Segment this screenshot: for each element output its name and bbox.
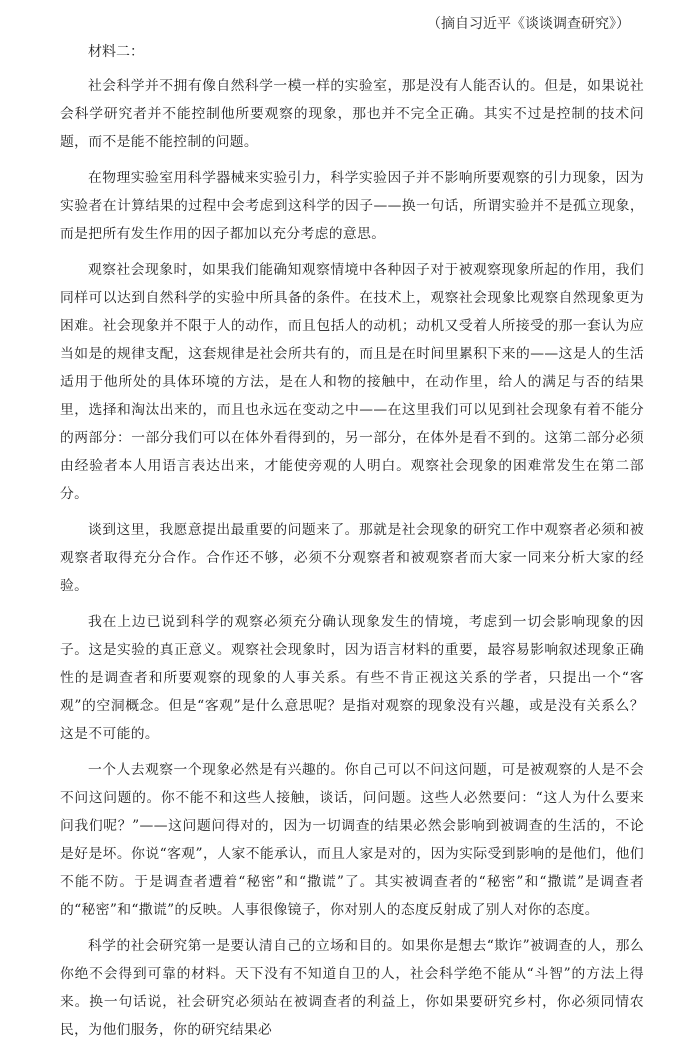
- paragraph-3: 观察社会现象时，如果我们能确知观察情境中各种因子对于被观察现象所起的作用，我们同样可以达到自然科学的实验中所具备的条件。在技术上，观察社会现象比观察自然现象更为困难。社会现象并不限于人的动作，而且包括人的动机；动机又受着人所接受的那一套认为应当如是的规律支配，这套规律是社会所共有的，而且是在时间里累积下来的——这是人的生活适用于他所处的具体环境的方法，是在人和物的接触中，在动作里，给人的满足与否的结果里，选择和淘汰出来的，而且也永远在变动之中——在这里我们可以见到社会现象有着不能分的两部分：一部分我们可以在体外看得到的，另一部分，在体外是看不到的。这第二部分必须由经验者本人用语言表达出来，才能使旁观的人明白。观察社会现象的困难常发生在第二部分。: [60, 261, 644, 503]
- paragraph-6: 一个人去观察一个现象必然是有兴趣的。你自己可以不问这问题，可是被观察的人是不会不问这问题的。你不能不和这些人接触，谈话，问问题。这些人必然要问：“这人为什么要来问我们呢？”——这问题问得对的，因为一切调查的结果必然会影响到被调查的生活的，不论是好是坏。你说“客观”，人家不能承认，而且人家是对的，因为实际受到影响的是他们，他们不能不防。于是调查者遭着“秘密”和“撒谎”了。其实被调查者的“秘密”和“撒谎”是调查者的“秘密”和“撒谎”的反映。人事很像镜子，你对别人的态度反射成了别人对你的态度。: [60, 761, 644, 919]
- section-heading: 材料二：: [88, 44, 144, 60]
- paragraph-7: 科学的社会研究第一是要认清自己的立场和目的。如果你是想去“欺诈”被调查的人，那么你绝不会得到可靠的材料。天下没有不知道自卫的人，社会科学绝不能从“斗智”的方法上得来。换一句话说，社会研究必须站在被调查者的利益上，你如果要研究乡村，你必须同情农民，为他们服务，你的研究结果必: [60, 937, 644, 1038]
- paragraph-5: 我在上边已说到科学的观察必须充分确认现象发生的情境，考虑到一切会影响现象的因子。这是实验的真正意义。观察社会现象时，因为语言材料的重要，最容易影响叙述现象正确性的是调查者和所要观察的现象的人事关系。有些不肯正视这关系的学者，只提出一个“客观”的空洞概念。但是“客观”是什么意思呢？是指对观察的现象没有兴趣，或是没有关系么？这是不可能的。: [60, 613, 644, 743]
- article-body: [60, 72, 644, 1052]
- paragraph-2: 在物理实验室用科学器械来实验引力，科学实验因子并不影响所要观察的引力现象，因为实验者在计算结果的过程中会考虑到这科学的因子——换一句话，所谓实验并不是孤立现象，而是把所有发生作用的因子都加以充分考虑的意思。: [60, 169, 644, 242]
- source-citation: （摘自习近平《谈谈调查研究》）: [427, 16, 630, 32]
- paragraph-1: 社会科学并不拥有像自然科学一模一样的实验室，那是没有人能否认的。但是，如果说社会科学研究者并不能控制他所要观察的现象，那也并不完全正确。其实不过是控制的技术问题，而不是能不能控制的问题。: [60, 78, 644, 151]
- paragraph-4: 谈到这里，我愿意提出最重要的问题来了。那就是社会现象的研究工作中观察者必须和被观察者取得充分合作。合作还不够，必须不分观察者和被观察者而大家一同来分析大家的经验。: [60, 521, 644, 595]
